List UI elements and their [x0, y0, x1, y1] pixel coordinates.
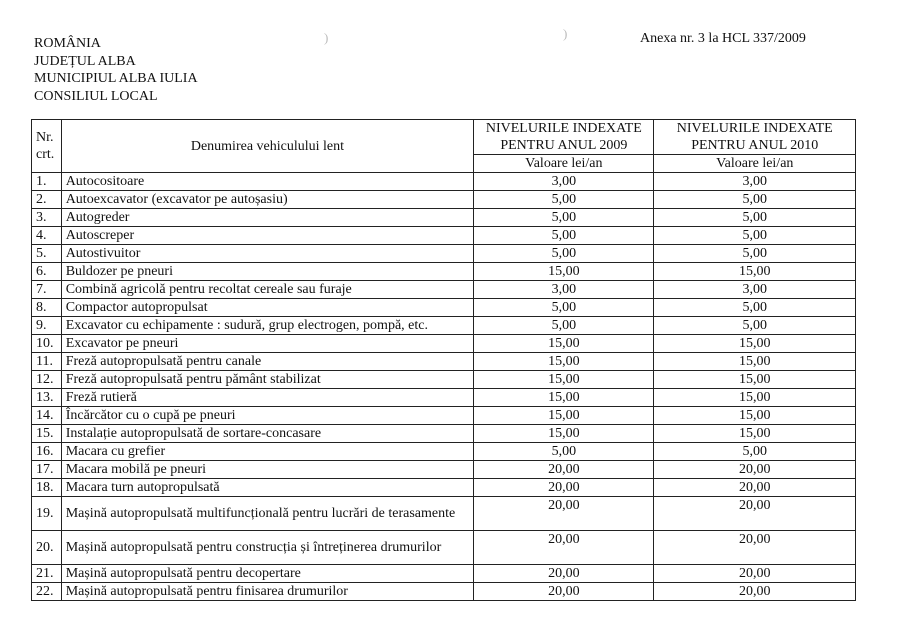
row-number: 18. — [32, 479, 62, 497]
row-number: 2. — [32, 191, 62, 209]
column-header-name: Denumirea vehiculului lent — [61, 120, 474, 173]
value-2009: 15,00 — [474, 425, 654, 443]
table-row — [32, 583, 856, 601]
value-2010: 20,00 — [654, 497, 856, 531]
row-number: 22. — [32, 583, 62, 601]
table-row — [32, 389, 856, 407]
value-2009: 5,00 — [474, 209, 654, 227]
vehicle-name: Macara mobilă pe pneuri — [61, 461, 474, 479]
value-2010: 20,00 — [654, 531, 856, 565]
vehicle-name: Autoscreper — [61, 227, 474, 245]
value-2010: 5,00 — [654, 191, 856, 209]
table-row — [32, 263, 856, 281]
table-row — [32, 425, 856, 443]
value-2009: 20,00 — [474, 531, 654, 565]
value-2010: 20,00 — [654, 583, 856, 601]
row-number: 8. — [32, 299, 62, 317]
table-row — [32, 353, 856, 371]
row-number: 21. — [32, 565, 62, 583]
vehicle-name: Freză autopropulsată pentru pământ stabilizat — [61, 371, 474, 389]
vehicle-name: Combină agricolă pentru recoltat cereale sau furaje — [61, 281, 474, 299]
column-header-2010: NIVELURILE INDEXATE PENTRU ANUL 2010 — [654, 120, 856, 155]
scan-artifact: ) — [563, 26, 568, 41]
row-number: 10. — [32, 335, 62, 353]
row-number: 20. — [32, 531, 62, 565]
row-number: 19. — [32, 497, 62, 531]
vehicle-name: Mașină autopropulsată pentru decopertare — [61, 565, 474, 583]
table-row — [32, 461, 856, 479]
row-number: 3. — [32, 209, 62, 227]
vehicle-name: Autoexcavator (excavator pe autoșasiu) — [61, 191, 474, 209]
vehicle-name: Autostivuitor — [61, 245, 474, 263]
row-number: 14. — [32, 407, 62, 425]
table-row — [32, 173, 856, 191]
vehicle-name: Instalație autopropulsată de sortare-concasare — [61, 425, 474, 443]
vehicle-name: Mașină autopropulsată pentru finisarea drumurilor — [61, 583, 474, 601]
table-row — [32, 407, 856, 425]
value-2009: 20,00 — [474, 461, 654, 479]
value-2010: 20,00 — [654, 461, 856, 479]
value-2009: 5,00 — [474, 191, 654, 209]
row-number: 12. — [32, 371, 62, 389]
table-row — [32, 497, 856, 531]
value-2010: 5,00 — [654, 317, 856, 335]
row-number: 7. — [32, 281, 62, 299]
vehicle-name: Mașină autopropulsată pentru construcția și întreținerea drumurilor — [61, 531, 474, 565]
vehicle-name: Freză autopropulsată pentru canale — [61, 353, 474, 371]
vehicle-name: Buldozer pe pneuri — [61, 263, 474, 281]
value-2010: 3,00 — [654, 173, 856, 191]
table-row — [32, 227, 856, 245]
issuer-line-county: JUDEȚUL ALBA — [34, 53, 136, 69]
row-number: 5. — [32, 245, 62, 263]
row-number: 6. — [32, 263, 62, 281]
value-2009: 5,00 — [474, 443, 654, 461]
value-2010: 15,00 — [654, 353, 856, 371]
table-row — [32, 191, 856, 209]
vehicle-name: Încărcător cu o cupă pe pneuri — [61, 407, 474, 425]
vehicle-name: Freză rutieră — [61, 389, 474, 407]
scan-artifact: ) — [324, 30, 329, 45]
issuer-line-council: CONSILIUL LOCAL — [34, 88, 158, 104]
issuer-line-municipality: MUNICIPIUL ALBA IULIA — [34, 71, 198, 86]
value-2009: 20,00 — [474, 479, 654, 497]
value-2009: 5,00 — [474, 227, 654, 245]
value-2010: 15,00 — [654, 335, 856, 353]
issuer-line-country: ROMÂNIA — [34, 36, 101, 51]
table-row — [32, 245, 856, 263]
row-number: 4. — [32, 227, 62, 245]
value-2009: 15,00 — [474, 389, 654, 407]
vehicle-name: Autogreder — [61, 209, 474, 227]
value-2009: 20,00 — [474, 565, 654, 583]
annex-reference: Anexa nr. 3 la HCL 337/2009 — [640, 31, 806, 46]
value-2010: 5,00 — [654, 299, 856, 317]
table-row — [32, 531, 856, 565]
value-2009: 5,00 — [474, 317, 654, 335]
vehicle-name: Mașină autopropulsată multifuncțională pentru lucrări de terasamente — [61, 497, 474, 531]
value-2010: 20,00 — [654, 479, 856, 497]
column-header-2009: NIVELURILE INDEXATE PENTRU ANUL 2009 — [474, 120, 654, 155]
value-2010: 15,00 — [654, 407, 856, 425]
table-row — [32, 371, 856, 389]
value-2009: 20,00 — [474, 497, 654, 531]
value-2009: 5,00 — [474, 299, 654, 317]
value-2010: 5,00 — [654, 443, 856, 461]
value-2009: 3,00 — [474, 173, 654, 191]
unit-header-2009: Valoare lei/an — [474, 155, 654, 173]
table-row — [32, 443, 856, 461]
table-row — [32, 281, 856, 299]
value-2010: 3,00 — [654, 281, 856, 299]
table-row — [32, 565, 856, 583]
value-2009: 5,00 — [474, 245, 654, 263]
value-2009: 15,00 — [474, 263, 654, 281]
column-header-nr: Nr. crt. — [32, 120, 62, 173]
table-row — [32, 479, 856, 497]
value-2009: 15,00 — [474, 353, 654, 371]
value-2010: 15,00 — [654, 425, 856, 443]
value-2010: 15,00 — [654, 389, 856, 407]
value-2010: 20,00 — [654, 565, 856, 583]
vehicle-name: Compactor autopropulsat — [61, 299, 474, 317]
vehicle-name: Macara turn autopropulsată — [61, 479, 474, 497]
row-number: 17. — [32, 461, 62, 479]
table-row — [32, 317, 856, 335]
vehicle-name: Excavator cu echipamente : sudură, grup electrogen, pompă, etc. — [61, 317, 474, 335]
value-2009: 15,00 — [474, 407, 654, 425]
value-2010: 5,00 — [654, 209, 856, 227]
vehicle-name: Macara cu grefier — [61, 443, 474, 461]
value-2010: 5,00 — [654, 245, 856, 263]
row-number: 13. — [32, 389, 62, 407]
table-row — [32, 335, 856, 353]
vehicle-tax-table — [31, 119, 856, 601]
row-number: 11. — [32, 353, 62, 371]
row-number: 1. — [32, 173, 62, 191]
vehicle-name: Excavator pe pneuri — [61, 335, 474, 353]
table-row — [32, 209, 856, 227]
table-body — [32, 173, 856, 601]
value-2010: 15,00 — [654, 263, 856, 281]
value-2010: 5,00 — [654, 227, 856, 245]
value-2009: 20,00 — [474, 583, 654, 601]
issuer-block — [34, 35, 198, 105]
unit-header-2010: Valoare lei/an — [654, 155, 856, 173]
vehicle-name: Autocositoare — [61, 173, 474, 191]
row-number: 9. — [32, 317, 62, 335]
value-2009: 3,00 — [474, 281, 654, 299]
value-2009: 15,00 — [474, 335, 654, 353]
row-number: 15. — [32, 425, 62, 443]
row-number: 16. — [32, 443, 62, 461]
value-2009: 15,00 — [474, 371, 654, 389]
table-row — [32, 299, 856, 317]
value-2010: 15,00 — [654, 371, 856, 389]
